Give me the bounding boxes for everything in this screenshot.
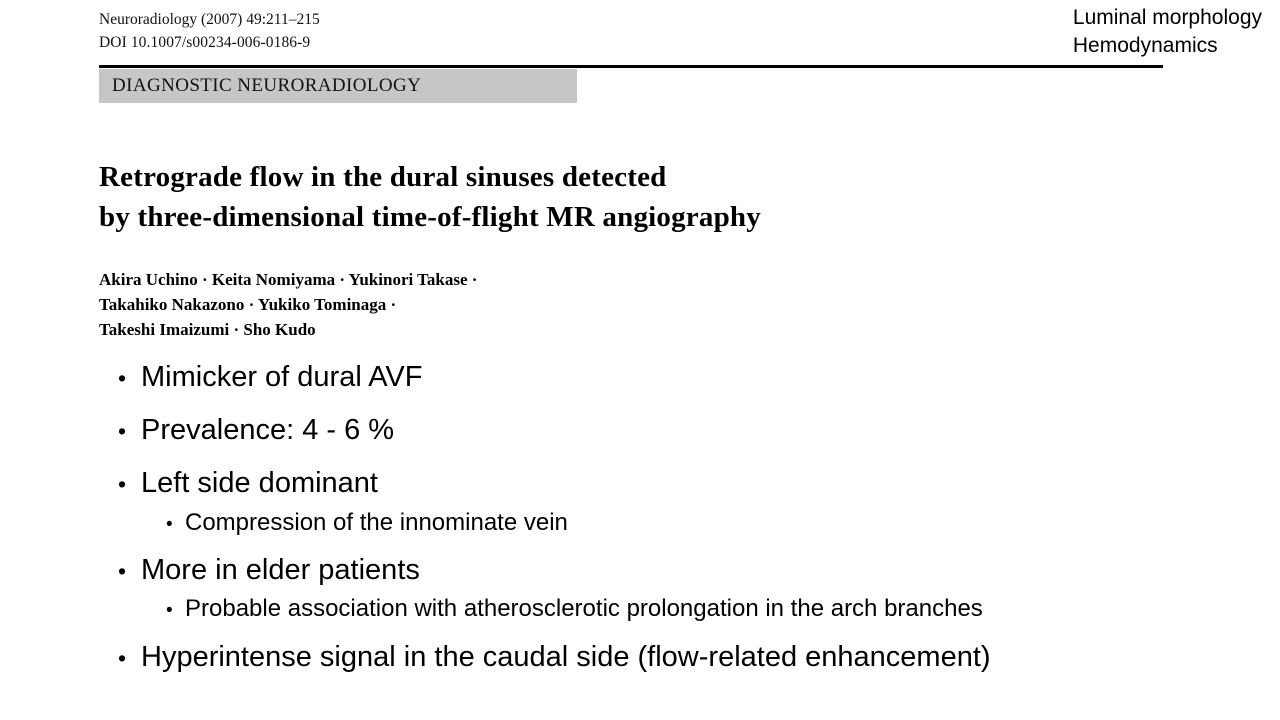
article-title-line-1: Retrograde flow in the dural sinuses detected: [99, 161, 667, 193]
journal-category-label: DIAGNOSTIC NEURORADIOLOGY: [112, 75, 422, 96]
bullet-marker-icon: •: [118, 471, 127, 498]
bullet-marker-icon: •: [118, 557, 127, 584]
authors-line-2: Takahiko Nakazono · Yukiko Tominaga ·: [99, 294, 397, 314]
header-label-luminal-morphology: Luminal morphology: [1072, 6, 1262, 29]
bullet-marker-icon: •: [166, 600, 173, 622]
article-title-line-2: by three-dimensional time-of-flight MR angiography: [99, 201, 761, 234]
journal-citation: Neuroradiology (2007) 49:211–215: [99, 11, 320, 28]
authors-line-1: Akira Uchino · Keita Nomiyama · Yukinori Takase ·: [99, 270, 478, 289]
article-authors: [99, 268, 799, 343]
journal-category-banner: [99, 69, 577, 103]
bullet-marker-icon: •: [166, 513, 173, 535]
header-divider-rule: [99, 65, 1163, 68]
list-item-text: Hyperintense signal in the caudal side (flow-related enhancement): [141, 640, 991, 673]
journal-citation-block: [99, 8, 320, 55]
list-item: [118, 413, 1238, 447]
header-label-hemodynamics: Hemodynamics: [1072, 34, 1218, 58]
sub-list-item: [166, 509, 1238, 537]
list-item-text: Prevalence: 4 - 6 %: [141, 414, 395, 447]
list-item-text: Left side dominant: [141, 467, 378, 500]
list-item: [118, 640, 1238, 674]
bullet-marker-icon: •: [118, 418, 127, 445]
sub-list-item: [166, 595, 1238, 623]
bullet-marker-icon: •: [118, 644, 127, 671]
sub-list-item-text: Compression of the innominate vein: [185, 508, 568, 536]
bullet-marker-icon: •: [118, 365, 127, 391]
list-item-text: Mimicker of dural AVF: [141, 361, 423, 393]
authors-line-3: Takeshi Imaizumi · Sho Kudo: [99, 319, 316, 339]
sub-list-item-text: Probable association with atherosclerotic prolongation in the arch branches: [185, 595, 983, 623]
slide-bullet-list: [118, 360, 1238, 693]
list-item-text: More in elder patients: [141, 553, 420, 586]
list-item: [118, 553, 1238, 587]
journal-doi: DOI 10.1007/s00234-006-0186-9: [99, 34, 311, 52]
slide-header-labels: [1073, 4, 1262, 61]
list-item: [118, 360, 1238, 394]
article-title: [99, 157, 999, 237]
list-item: [118, 466, 1238, 500]
